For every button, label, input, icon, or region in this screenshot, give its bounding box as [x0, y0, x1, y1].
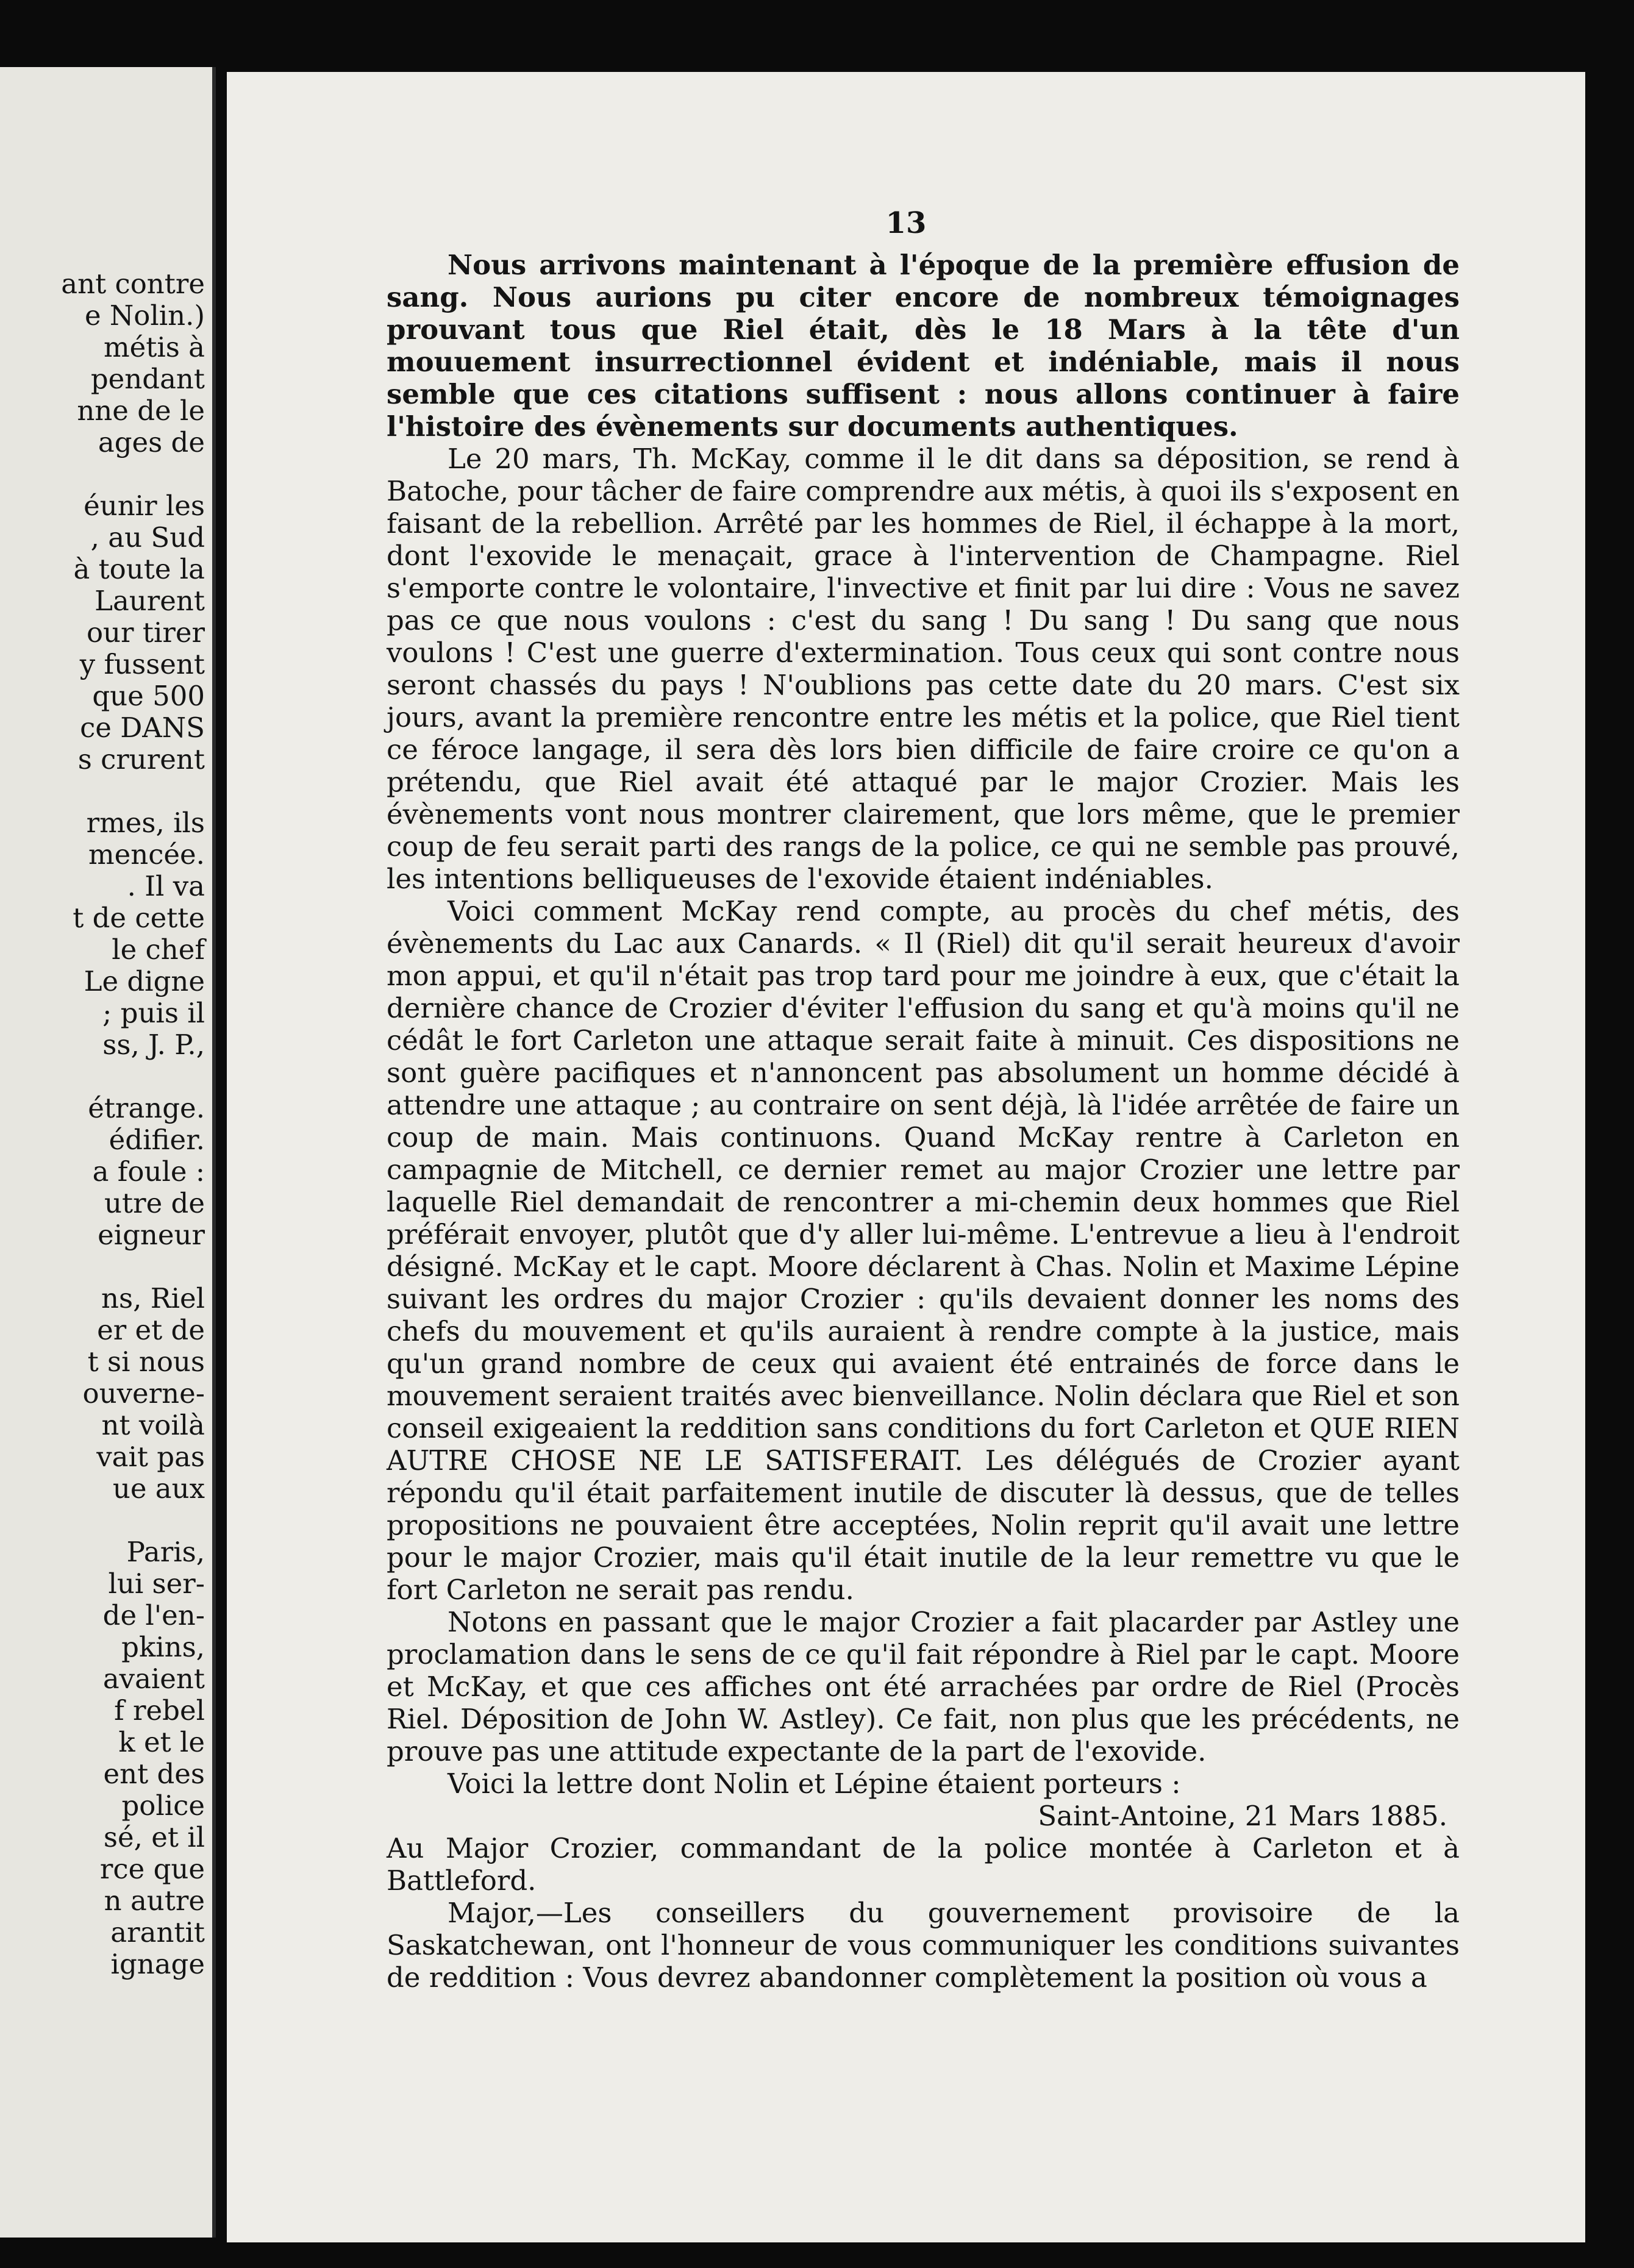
previous-page-line: Paris,: [126, 1536, 205, 1568]
previous-page-line: lui ser-: [108, 1567, 205, 1600]
previous-page-line: que 500: [92, 680, 205, 712]
previous-page-line: t si nous: [87, 1346, 205, 1378]
body-text: [387, 249, 1460, 1994]
previous-page-line: [0, 776, 205, 807]
previous-page-line: pendant: [90, 363, 205, 395]
previous-page-line: n autre: [104, 1885, 205, 1917]
previous-page-line: [0, 1061, 205, 1093]
previous-page-line: nne de le: [77, 394, 205, 427]
previous-page-fragment: [0, 67, 216, 2238]
letter-address: Au Major Crozier, commandant de la police montée à Carleton et à Battleford.: [387, 1832, 1460, 1897]
previous-page-line: e Nolin.): [84, 299, 205, 332]
previous-page-line: le chef: [112, 933, 205, 966]
previous-page-line: pkins,: [121, 1631, 205, 1663]
previous-page-line: ss, J. P.,: [102, 1029, 205, 1061]
paragraph-1: Nous arrivons maintenant à l'époque de la première effusion de sang. Nous aurions pu citer encore de nombreux témoignages prouvant tous que Riel était, dès le 18 Mars à la tête d'un mouuement insurrectionnel évident et indéniable, mais il nous semble que ces citations suffisent : nous allons continuer à faire l'histoire des évènements sur documents authentiques.: [387, 249, 1460, 443]
previous-page-line: [0, 1505, 205, 1536]
previous-page-line: er et de: [97, 1314, 205, 1346]
letter-dateline: Saint-Antoine, 21 Mars 1885.: [1038, 1800, 1447, 1832]
previous-page-line: nt voilà: [101, 1409, 205, 1441]
previous-page-line: our tirer: [86, 616, 205, 649]
previous-page-line: à toute la: [73, 553, 205, 585]
previous-page-line: mencée.: [88, 838, 205, 871]
previous-page-line: métis à: [103, 331, 205, 363]
letter-opening: Major,—Les conseillers du gouvernement provisoire de la Saskatchewan, ont l'honneur de vous communiquer les conditions suivantes de reddition : Vous devrez abandonner complètement la position où vous a: [387, 1897, 1460, 1994]
previous-page-line: ce DANS: [80, 711, 205, 744]
previous-page-line: s crurent: [77, 743, 205, 776]
previous-page-line: [0, 458, 205, 490]
previous-page-line: avaient: [102, 1663, 205, 1695]
paragraph-3: Voici comment McKay rend compte, au procès du chef métis, des évènements du Lac aux Canards. « Il (Riel) dit qu'il serait heureux d'avoir mon appui, et qu'il n'était pas trop tard pour me joindre à eux, que c'était la dernière chance de Crozier d'éviter l'effusion du sang et qu'à moins qu'il ne cédât le fort Carleton une attaque serait faite à minuit. Ces dispositions ne sont guère pacifiques et n'annoncent pas absolument un homme décidé à attendre une attaque ; au contraire on sent déjà, là l'idée arrêtée de faire un coup de main. Mais continuons. Quand McKay rentre à Carleton en campagnie de Mitchell, ce dernier remet au major Crozier une lettre par laquelle Riel demandait de rencontrer a mi-chemin deux hommes que Riel préférait envoyer, plutôt que d'y aller lui-même. L'entrevue a lieu à l'endroit désigné. McKay et le capt. Moore déclarent à Chas. Nolin et Maxime Lépine suivant les ordres du major Crozier : qu'ils devaient donner les noms des chefs du mouvement et qu'ils auraient à rendre compte à la justice, mais qu'un grand nombre de ceux qui avaient été entrainés de force dans le mouvement seraient traités avec bienveillance. Nolin déclara que Riel et son conseil exigeaient la reddition sans conditions du fort Carleton et QUE RIEN AUTRE CHOSE NE LE SATISFERAIT. Les délégués de Crozier ayant répondu qu'il était parfaitement inutile de discuter là dessus, que de telles propositions ne pouvaient être acceptées, Nolin reprit qu'il avait une lettre pour le major Crozier, mais qu'il était inutile de la leur remettre vu que le fort Carleton ne serait pas rendu.: [387, 895, 1460, 1606]
previous-page-line: eigneur: [98, 1219, 205, 1251]
previous-page-line: rce que: [99, 1853, 205, 1885]
previous-page-line: édifier.: [109, 1124, 205, 1156]
previous-page-line: , au Sud: [90, 521, 205, 554]
previous-page-line: f rebel: [114, 1694, 205, 1727]
previous-page-line: a foule :: [92, 1155, 205, 1188]
previous-page-line: ue aux: [112, 1472, 205, 1505]
previous-page-line: ouverne-: [82, 1377, 205, 1410]
document-page: [227, 72, 1585, 2242]
previous-page-line: ant contre: [61, 268, 205, 300]
previous-page-line: y fussent: [79, 648, 205, 680]
previous-page-line: t de cette: [73, 902, 205, 934]
previous-page-line: ; puis il: [102, 997, 205, 1029]
previous-page-line: police: [121, 1789, 205, 1822]
page-number: 13: [885, 206, 927, 240]
previous-page-line: étrange.: [88, 1092, 205, 1124]
previous-page-line: utre de: [104, 1187, 205, 1219]
paragraph-4: Notons en passant que le major Crozier a fait placarder par Astley une proclamation dans le sens de ce qu'il fait répondre à Riel par le capt. Moore et McKay, et que ces affiches ont été arrachées par ordre de Riel (Procès Riel. Déposition de John W. Astley). Ce fait, non plus que les précédents, ne prouve pas une attitude expectante de la part de l'exovide.: [387, 1606, 1460, 1767]
previous-page-line: Le digne: [84, 965, 205, 997]
previous-page-line: . Il va: [127, 870, 205, 902]
previous-page-line: [0, 1251, 205, 1283]
previous-page-line: ent des: [103, 1758, 205, 1790]
paragraph-5: Voici la lettre dont Nolin et Lépine étaient porteurs :: [448, 1767, 1181, 1800]
previous-page-line: ns, Riel: [101, 1282, 205, 1314]
previous-page-line: Laurent: [95, 585, 205, 617]
previous-page-line: de l'en-: [102, 1599, 205, 1631]
previous-page-line: ages de: [98, 426, 205, 458]
paragraph-2: Le 20 mars, Th. McKay, comme il le dit dans sa déposition, se rend à Batoche, pour tâcher de faire comprendre aux métis, à quoi ils s'exposent en faisant de la rebellion. Arrêté par les hommes de Riel, il échappe à la mort, dont l'exovide le menaçait, grace à l'intervention de Champagne. Riel s'emporte contre le volontaire, l'invective et finit par lui dire : Vous ne savez pas ce que nous voulons : c'est du sang ! Du sang ! Du sang que nous voulons ! C'est une guerre d'extermination. Tous ceux qui sont contre nous seront chassés du pays ! N'oublions pas cette date du 20 mars. C'est six jours, avant la première rencontre entre les métis et la police, que Riel tient ce féroce langage, il sera dès lors bien difficile de faire croire ce qu'on a prétendu, que Riel avait été attaqué par le major Crozier. Mais les évènements vont nous montrer clairement, que lors même, que le premier coup de feu serait parti des rangs de la police, ce qui ne semble pas prouvé, les intentions belliqueuses de l'exovide étaient indéniables.: [387, 443, 1460, 895]
previous-page-line: sé, et il: [103, 1821, 205, 1853]
previous-page-text: [0, 268, 205, 1980]
previous-page-line: ignage: [110, 1948, 205, 1980]
previous-page-line: vait pas: [96, 1441, 205, 1473]
previous-page-line: arantit: [110, 1916, 205, 1949]
previous-page-line: rmes, ils: [86, 807, 205, 839]
previous-page-line: k et le: [118, 1726, 205, 1758]
previous-page-line: éunir les: [84, 490, 205, 522]
